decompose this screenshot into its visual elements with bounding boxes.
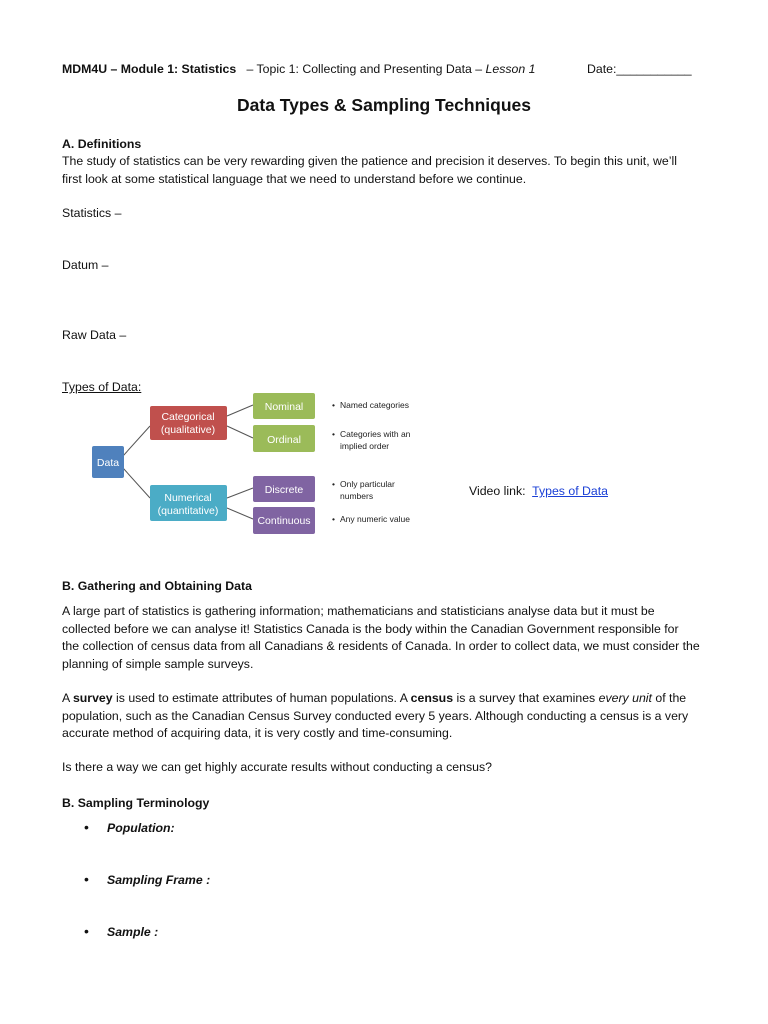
section-b-paragraph-2 — [62, 690, 722, 743]
note-bullet-4: • — [332, 514, 335, 524]
data-types-diagram — [88, 388, 428, 540]
page-title: Data Types & Sampling Techniques — [237, 95, 531, 115]
node-data-label: Data — [96, 457, 120, 469]
node-continuous-label: Continuous — [257, 515, 311, 527]
every-unit-emphasis: every unit — [598, 691, 652, 705]
note-continuous: Any numeric value — [340, 514, 410, 524]
intro-line-1: The study of statistics can be very rewarding given the patience and precision it deserves. To begin this unit, we’ll — [62, 154, 677, 168]
note-discrete-2: numbers — [340, 491, 374, 501]
course-title: MDM4U – Module 1: Statistics — [62, 62, 237, 76]
connector-root-categorical — [123, 426, 150, 456]
document-header — [62, 62, 702, 76]
census-question: Is there a way we can get highly accurate results without conducting a census? — [62, 760, 492, 774]
p1-line-4: planning of simple sample surveys. — [62, 656, 254, 671]
node-ordinal-label: Ordinal — [267, 434, 301, 446]
topic-text: – Topic 1: Collecting and Presenting Data – — [246, 62, 486, 76]
census-term: census — [410, 691, 454, 705]
connector-categorical-nominal — [227, 405, 253, 416]
connector-root-numerical — [123, 468, 150, 498]
video-link-line — [469, 484, 608, 498]
video-link-label: Video link: — [469, 484, 533, 498]
node-categorical-label-2: (qualitative) — [160, 424, 216, 436]
types-of-data-label: Types of Data: — [62, 380, 142, 394]
note-nominal: Named categories — [340, 400, 409, 410]
node-numerical-label-1: Numerical — [164, 492, 212, 504]
note-bullet-2: • — [332, 429, 335, 439]
note-ordinal-1: Categories with an — [340, 429, 411, 439]
node-discrete-label: Discrete — [264, 484, 304, 496]
note-ordinal-2: implied order — [340, 441, 390, 451]
node-numerical-label-2: (quantitative) — [157, 505, 219, 517]
p2-line-3: accurate method of acquiring data, it is very costly and time-consuming. — [62, 726, 453, 740]
term-population: Population: — [107, 821, 175, 835]
bullet-icon: • — [84, 819, 89, 835]
term-datum: Datum – — [62, 258, 109, 272]
survey-term: survey — [72, 691, 113, 705]
section-b-paragraph-1 — [62, 603, 722, 673]
term-sampling-frame: Sampling Frame : — [107, 873, 211, 887]
date-field: Date:___________ — [587, 62, 692, 76]
connector-categorical-ordinal — [227, 426, 253, 438]
intro-line-2: first look at some statistical language that we need to understand before we continue. — [62, 171, 527, 186]
term-statistics: Statistics – — [62, 206, 122, 220]
sampling-terminology-heading: B. Sampling Terminology — [62, 796, 210, 810]
node-categorical-label-1: Categorical — [161, 411, 215, 423]
term-raw-data: Raw Data – — [62, 328, 127, 342]
p1-line-3: the collection of census data from all Canadians & residents of Canada. In order to collect data, we must consider the — [62, 639, 700, 653]
term-sample: Sample : — [107, 925, 159, 939]
connector-numerical-continuous — [227, 508, 253, 519]
note-bullet-1: • — [332, 400, 335, 410]
section-a-heading: A. Definitions — [62, 137, 142, 151]
p2-line-2: population, such as the Canadian Census Survey conducted every 5 years. Although conducting a census is a very — [62, 708, 689, 723]
node-nominal-label: Nominal — [264, 401, 304, 413]
bullet-icon: • — [84, 923, 89, 939]
section-b-heading: B. Gathering and Obtaining Data — [62, 579, 252, 593]
p1-line-1: A large part of statistics is gathering information; mathematicians and statisticians analyse data but it must be — [62, 604, 655, 618]
section-a-intro — [62, 153, 722, 188]
note-bullet-3: • — [332, 479, 335, 489]
connector-numerical-discrete — [227, 488, 253, 498]
lesson-label: Lesson 1 — [485, 62, 536, 76]
note-discrete-1: Only particular — [340, 479, 395, 489]
p1-line-2: collected before we can analyse it! Statistics Canada is the body within the Canadian Government responsible for — [62, 621, 679, 636]
types-of-data-link[interactable]: Types of Data — [532, 484, 608, 498]
bullet-icon: • — [84, 871, 89, 887]
p2-line-1: A survey is used to estimate attributes of human populations. A census is a survey that examines every unit of the — [62, 691, 687, 705]
